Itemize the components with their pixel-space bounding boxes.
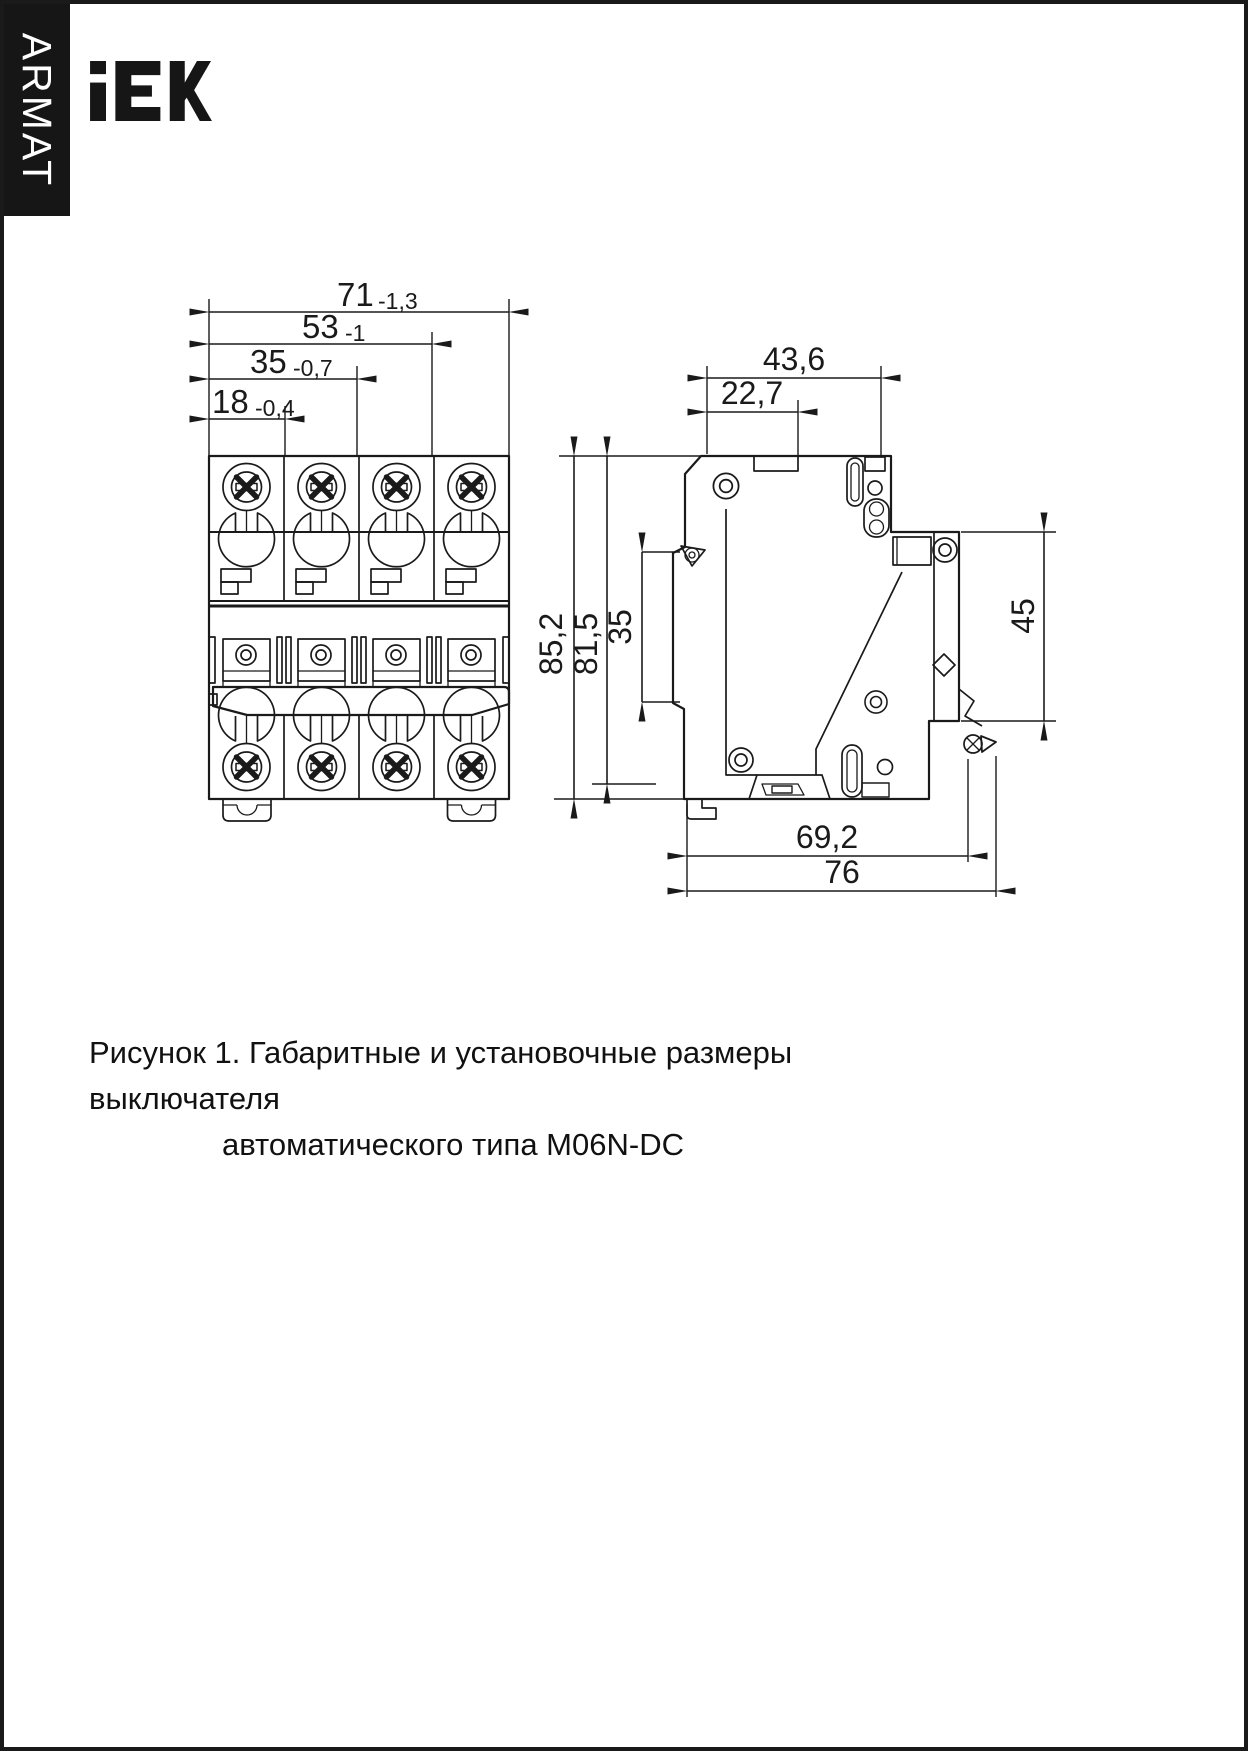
dim-85-2: 85,2	[533, 612, 569, 676]
figure-caption-line2: автоматического типа М06N-DC	[222, 1127, 684, 1162]
dim-45: 45	[1005, 598, 1041, 634]
dim-71-value: 71	[337, 276, 374, 313]
dimensional-drawing	[4, 244, 1248, 924]
terminal-screw-icon	[219, 687, 275, 790]
iek-logo-e	[115, 61, 160, 121]
pole-separator	[352, 637, 366, 683]
front-view	[209, 276, 509, 821]
rivet-icon	[713, 473, 738, 498]
side-dim-labels	[533, 341, 1041, 890]
side-view-body	[673, 456, 996, 819]
terminal-screw-icon	[444, 687, 500, 790]
pole-window	[221, 569, 270, 687]
dim-22-7: 22,7	[720, 375, 784, 411]
front-mounting-feet	[223, 799, 496, 821]
din-foot	[448, 799, 496, 821]
dim-18-tolerance: -0,4	[255, 395, 295, 421]
dim-71-tolerance: -1,3	[378, 288, 418, 314]
iek-logo-i-body	[90, 83, 106, 121]
armat-brand-text: ARMAT	[14, 32, 61, 188]
pole-window	[371, 569, 420, 687]
iek-logo	[90, 61, 212, 121]
dim-76: 76	[824, 854, 860, 890]
figure-caption	[89, 1030, 949, 1168]
dim-18-value: 18	[212, 383, 249, 420]
iek-logo-k	[170, 61, 212, 121]
dim-53-tolerance: -1	[345, 320, 366, 346]
rivet-icon	[865, 691, 887, 713]
din-foot	[223, 799, 271, 821]
dim-35-rail: 35	[602, 609, 638, 645]
terminal-screw-icon	[294, 687, 350, 790]
terminal-screw-icon	[294, 464, 350, 567]
terminal-screw-icon	[369, 687, 425, 790]
dim-35-tolerance: -0,7	[293, 355, 333, 381]
dim-53-value: 53	[302, 308, 339, 345]
terminal-screw-icon	[369, 464, 425, 567]
terminal-screw-icon	[444, 464, 500, 567]
dim-81-5: 81,5	[568, 612, 604, 676]
armat-brand-bar	[4, 4, 70, 216]
dim-35-value: 35	[250, 343, 287, 380]
front-view-body	[209, 456, 509, 799]
terminal-screw-icon	[219, 464, 275, 567]
dim-43-6: 43,6	[762, 341, 826, 377]
figure-caption-line1: Рисунок 1. Габаритные и установочные размеры выключателя	[89, 1035, 793, 1116]
side-view	[533, 341, 1056, 897]
rivet-icon	[729, 748, 753, 772]
pole-window	[296, 569, 345, 687]
pole-separator	[427, 637, 441, 683]
pole-window	[446, 569, 495, 687]
pole-separator	[277, 637, 291, 683]
dim-69-2: 69,2	[795, 819, 859, 855]
rivet-icon	[933, 538, 957, 562]
front-handle-tie-bar	[209, 687, 509, 715]
iek-logo-i-dot	[90, 61, 106, 74]
front-dim-labels	[212, 276, 418, 421]
